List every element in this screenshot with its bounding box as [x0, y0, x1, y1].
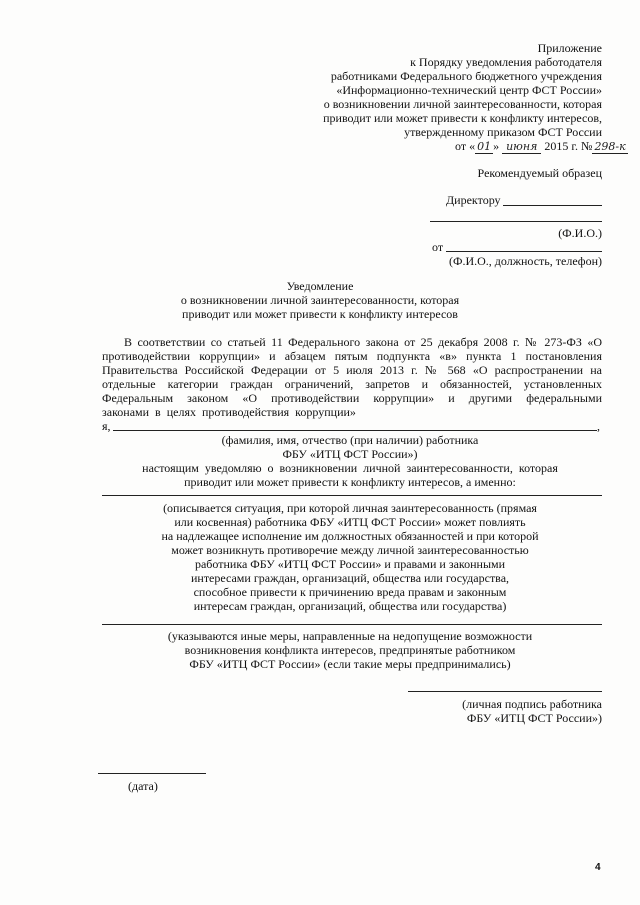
measures-caption: ФБУ «ИТЦ ФСТ России» (если такие меры предпринимались): [189, 657, 511, 671]
body-paragraph-line: Федеральным законом «О противодействии коррупции» и другими федеральными: [102, 391, 602, 405]
signature-caption: ФБУ «ИТЦ ФСТ России»): [466, 711, 602, 725]
situation-caption: интересам граждан, организаций, общества или государства): [193, 599, 507, 613]
recommended-sample-label: Рекомендуемый образец: [477, 166, 602, 180]
director-label: Директору: [446, 193, 501, 207]
director-name-field-2[interactable]: [430, 221, 602, 222]
handwritten-month: июня: [502, 140, 541, 154]
measures-caption: (указываются иные меры, направленные на недопущение возможности: [167, 629, 533, 643]
director-name-field[interactable]: [503, 205, 602, 206]
measures-caption: возникновения конфликта интересов, предпринятые работником: [184, 643, 516, 657]
notice-subtitle: о возникновении личной заинтересованности, которая: [180, 293, 460, 307]
employee-caption: (фамилия, имя, отчество (при наличии) работника: [221, 433, 479, 447]
body-paragraph-line: отдельные категории граждан ограничений, запретов и обязанностей, установленных: [102, 377, 602, 391]
handwritten-order-number: 298-к: [594, 140, 626, 153]
handwritten-day: 01: [477, 140, 492, 153]
situation-caption: или косвенная) работника ФБУ «ИТЦ ФСТ России» может повлиять: [174, 515, 526, 529]
notice-title: Уведомление: [286, 279, 354, 293]
appendix-line: к Порядку уведомления работодателя: [410, 55, 602, 69]
situation-caption: на надлежащее исполнение им должностных обязанностей и при которой: [161, 529, 539, 543]
date-field[interactable]: [98, 773, 206, 774]
from-caption: (Ф.И.О., должность, телефон): [448, 254, 602, 268]
situation-caption: (описывается ситуация, при которой личная заинтересованность (прямая: [163, 501, 537, 515]
date-prefix: от «: [455, 139, 476, 153]
notify-text: настоящим уведомляю о возникновении личной заинтересованности, которая: [142, 461, 558, 475]
comma: ,: [597, 419, 600, 433]
page-number: 4: [595, 862, 601, 873]
notice-subtitle: приводит или может привести к конфликту интересов: [182, 307, 458, 321]
signature-caption: (личная подпись работника: [462, 697, 602, 711]
body-paragraph-line: противодействии коррупции» и абзацем пятым подпункта «в» пункта 1 постановления: [102, 349, 602, 363]
appendix-line: приводит или может привести к конфликту интересов,: [323, 111, 602, 125]
body-paragraph-line: Правительства Российской Федерации от 5 июля 2013 г. № 568 «О распространении на: [102, 363, 602, 377]
situation-caption: может возникнуть противоречие между личной заинтересованностью: [171, 543, 529, 557]
measures-field[interactable]: [102, 624, 602, 625]
body-paragraph-line: законами в целях противодействия коррупции»: [102, 405, 356, 419]
notify-text: приводит или может привести к конфликту интересов, а именно:: [184, 475, 516, 489]
from-label: от: [432, 240, 444, 254]
appendix-title: Приложение: [537, 41, 602, 55]
situation-caption: способное привести к причинению вреда правам и законным: [193, 585, 507, 599]
body-paragraph-line: В соответствии со статьей 11 Федерального закона от 25 декабря 2008 г. № 273-ФЗ «О: [124, 335, 602, 349]
order-date-line: [455, 139, 628, 154]
date-year: 2015 г. №: [541, 139, 593, 153]
signature-field[interactable]: [408, 691, 602, 692]
appendix-line: «Информационно-технический центр ФСТ России»: [336, 83, 602, 97]
situation-caption: интересами граждан, организаций, общества или государства,: [190, 571, 510, 585]
date-caption: (дата): [128, 779, 158, 793]
situation-field[interactable]: [102, 495, 602, 496]
fio-caption: (Ф.И.О.): [558, 226, 602, 240]
from-field[interactable]: [446, 251, 602, 252]
appendix-line: о возникновении личной заинтересованности, которая: [323, 97, 602, 111]
ya-label: я,: [102, 419, 111, 433]
appendix-line: работниками Федерального бюджетного учреждения: [330, 69, 602, 83]
appendix-line: утвержденному приказом ФСТ России: [404, 125, 602, 139]
situation-caption: работника ФБУ «ИТЦ ФСТ России» и правами и законными: [194, 557, 506, 571]
employee-caption: ФБУ «ИТЦ ФСТ России»): [282, 447, 418, 461]
date-mid: »: [493, 139, 503, 153]
employee-name-field[interactable]: [113, 430, 597, 431]
